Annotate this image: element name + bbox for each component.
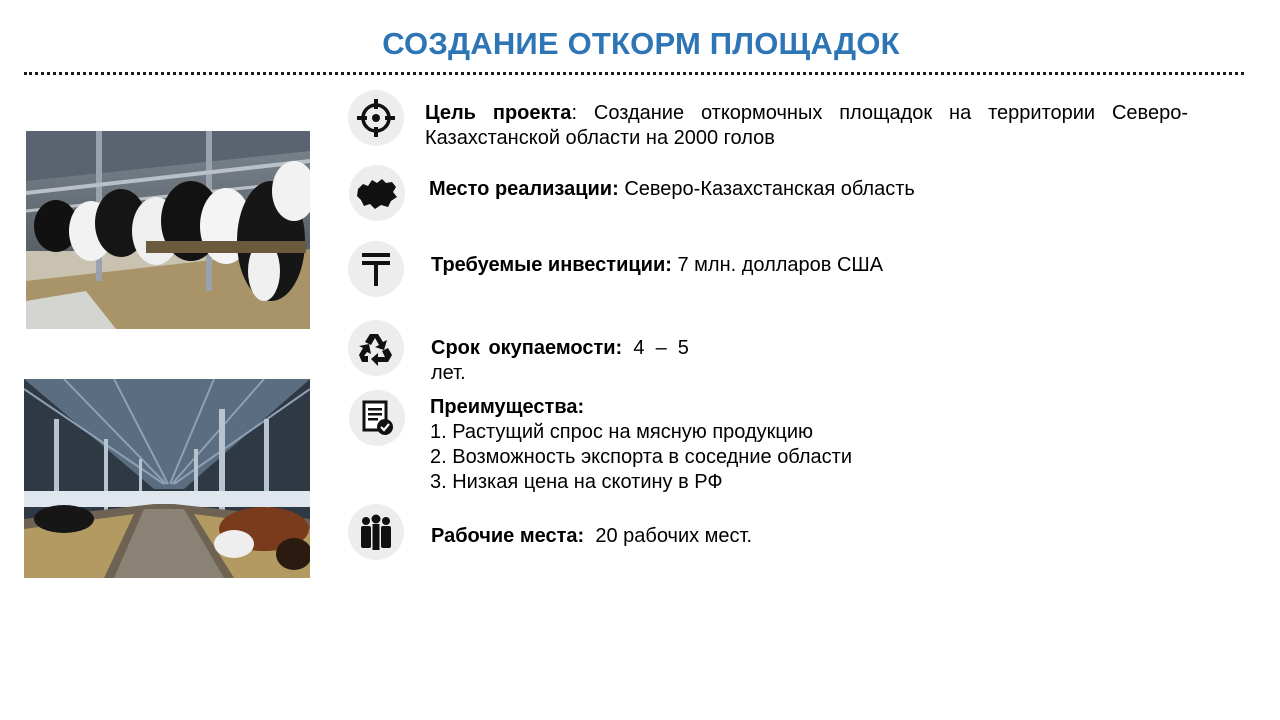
location-label: Место реализации: <box>429 178 619 200</box>
investment-text <box>431 253 1191 278</box>
investment-label: Требуемые инвестиции: <box>431 254 672 276</box>
project-goal-value: Создание откормочных площадок на территории Северо-Казахстанской области на 2000 голов <box>425 102 1188 149</box>
advantage-item-3: 3. Низкая цена на скотину в РФ <box>430 471 723 493</box>
investment-value: 7 млн. долларов США <box>671 254 884 276</box>
project-goal-text <box>425 101 1188 151</box>
advantage-item-2: 2. Возможность экспорта в соседние области <box>430 446 852 468</box>
checklist-icon <box>349 390 405 446</box>
recycle-icon <box>348 320 404 376</box>
slide-title: СОЗДАНИЕ ОТКОРМ ПЛОЩАДОК <box>382 26 900 61</box>
payback-value-line2: лет. <box>431 362 466 384</box>
tenge-icon <box>348 241 404 297</box>
advantages-label: Преимущества: <box>430 396 585 418</box>
payback-value: 4 – 5 <box>622 337 689 359</box>
advantages-block <box>430 395 1190 495</box>
project-goal-label: Цель проекта <box>425 102 572 124</box>
dotted-divider <box>24 72 1244 75</box>
target-icon <box>348 90 404 146</box>
people-icon <box>348 504 404 560</box>
location-text <box>429 177 1189 202</box>
payback-label: Срок окупаемости: <box>431 337 623 359</box>
jobs-text <box>431 524 1191 549</box>
jobs-value: 20 рабочих мест. <box>584 525 753 547</box>
barn-interior-photo <box>24 379 310 578</box>
location-value: Северо-Казахстанская область <box>618 178 915 200</box>
cows-feeding-photo <box>26 131 310 329</box>
advantage-item-1: 1. Растущий спрос на мясную продукцию <box>430 421 813 443</box>
region-map-icon <box>349 165 405 221</box>
project-goal-separator: : <box>571 102 577 124</box>
payback-text <box>431 336 721 386</box>
jobs-label: Рабочие места: <box>431 525 585 547</box>
